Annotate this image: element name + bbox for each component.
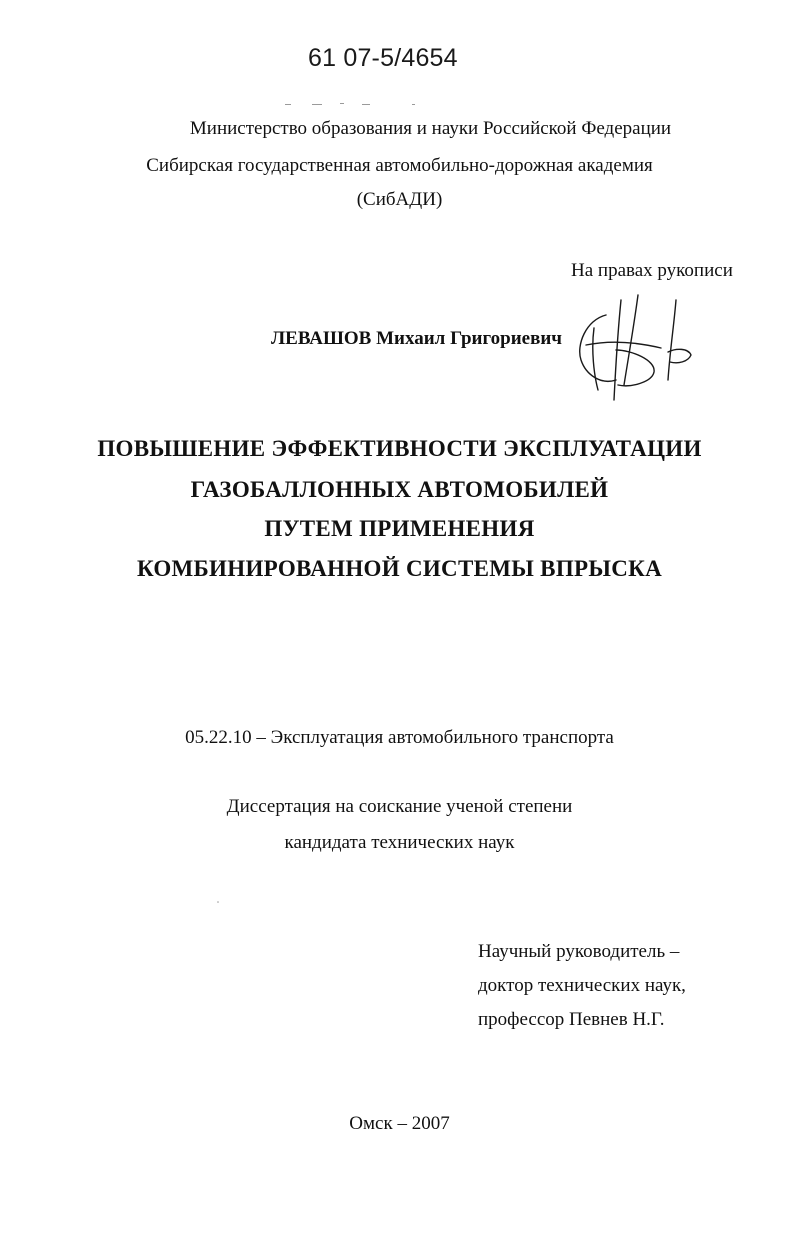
title-line-3: ПУТЕМ ПРИМЕНЕНИЯ <box>264 516 535 541</box>
title-line-4: КОМБИНИРОВАННОЙ СИСТЕМЫ ВПРЫСКА <box>136 556 663 581</box>
author-name: ЛЕВАШОВ Михаил Григориевич <box>271 328 563 349</box>
supervisor-line-1: Научный руководитель – <box>478 941 680 962</box>
supervisor-line-2: доктор технических наук, <box>478 975 686 996</box>
dissertation-line-1: Диссертация на соискание ученой степени <box>226 796 573 817</box>
dissertation-line-2: кандидата технических наук <box>284 832 515 853</box>
academy-abbreviation: (СибАДИ) <box>356 189 443 210</box>
city-year: Омск – 2007 <box>349 1113 450 1134</box>
ministry-line: Министерство образования и науки Российской Федерации <box>189 118 672 139</box>
archive-stamp-number: 61 07-5/4654 <box>308 44 458 72</box>
supervisor-line-3: профессор Певнев Н.Г. <box>478 1009 665 1030</box>
academy-line: Сибирская государственная автомобильно-дорожная академия <box>146 155 653 176</box>
handwritten-signature <box>566 290 696 405</box>
title-line-2: ГАЗОБАЛЛОННЫХ АВТОМОБИЛЕЙ <box>190 477 609 502</box>
specialty-code: 05.22.10 – Эксплуатация автомобильного транспорта <box>185 727 614 748</box>
title-line-1: ПОВЫШЕНИЕ ЭФФЕКТИВНОСТИ ЭКСПЛУАТАЦИИ <box>97 436 702 461</box>
manuscript-rights-note: На правах рукописи <box>571 260 733 281</box>
